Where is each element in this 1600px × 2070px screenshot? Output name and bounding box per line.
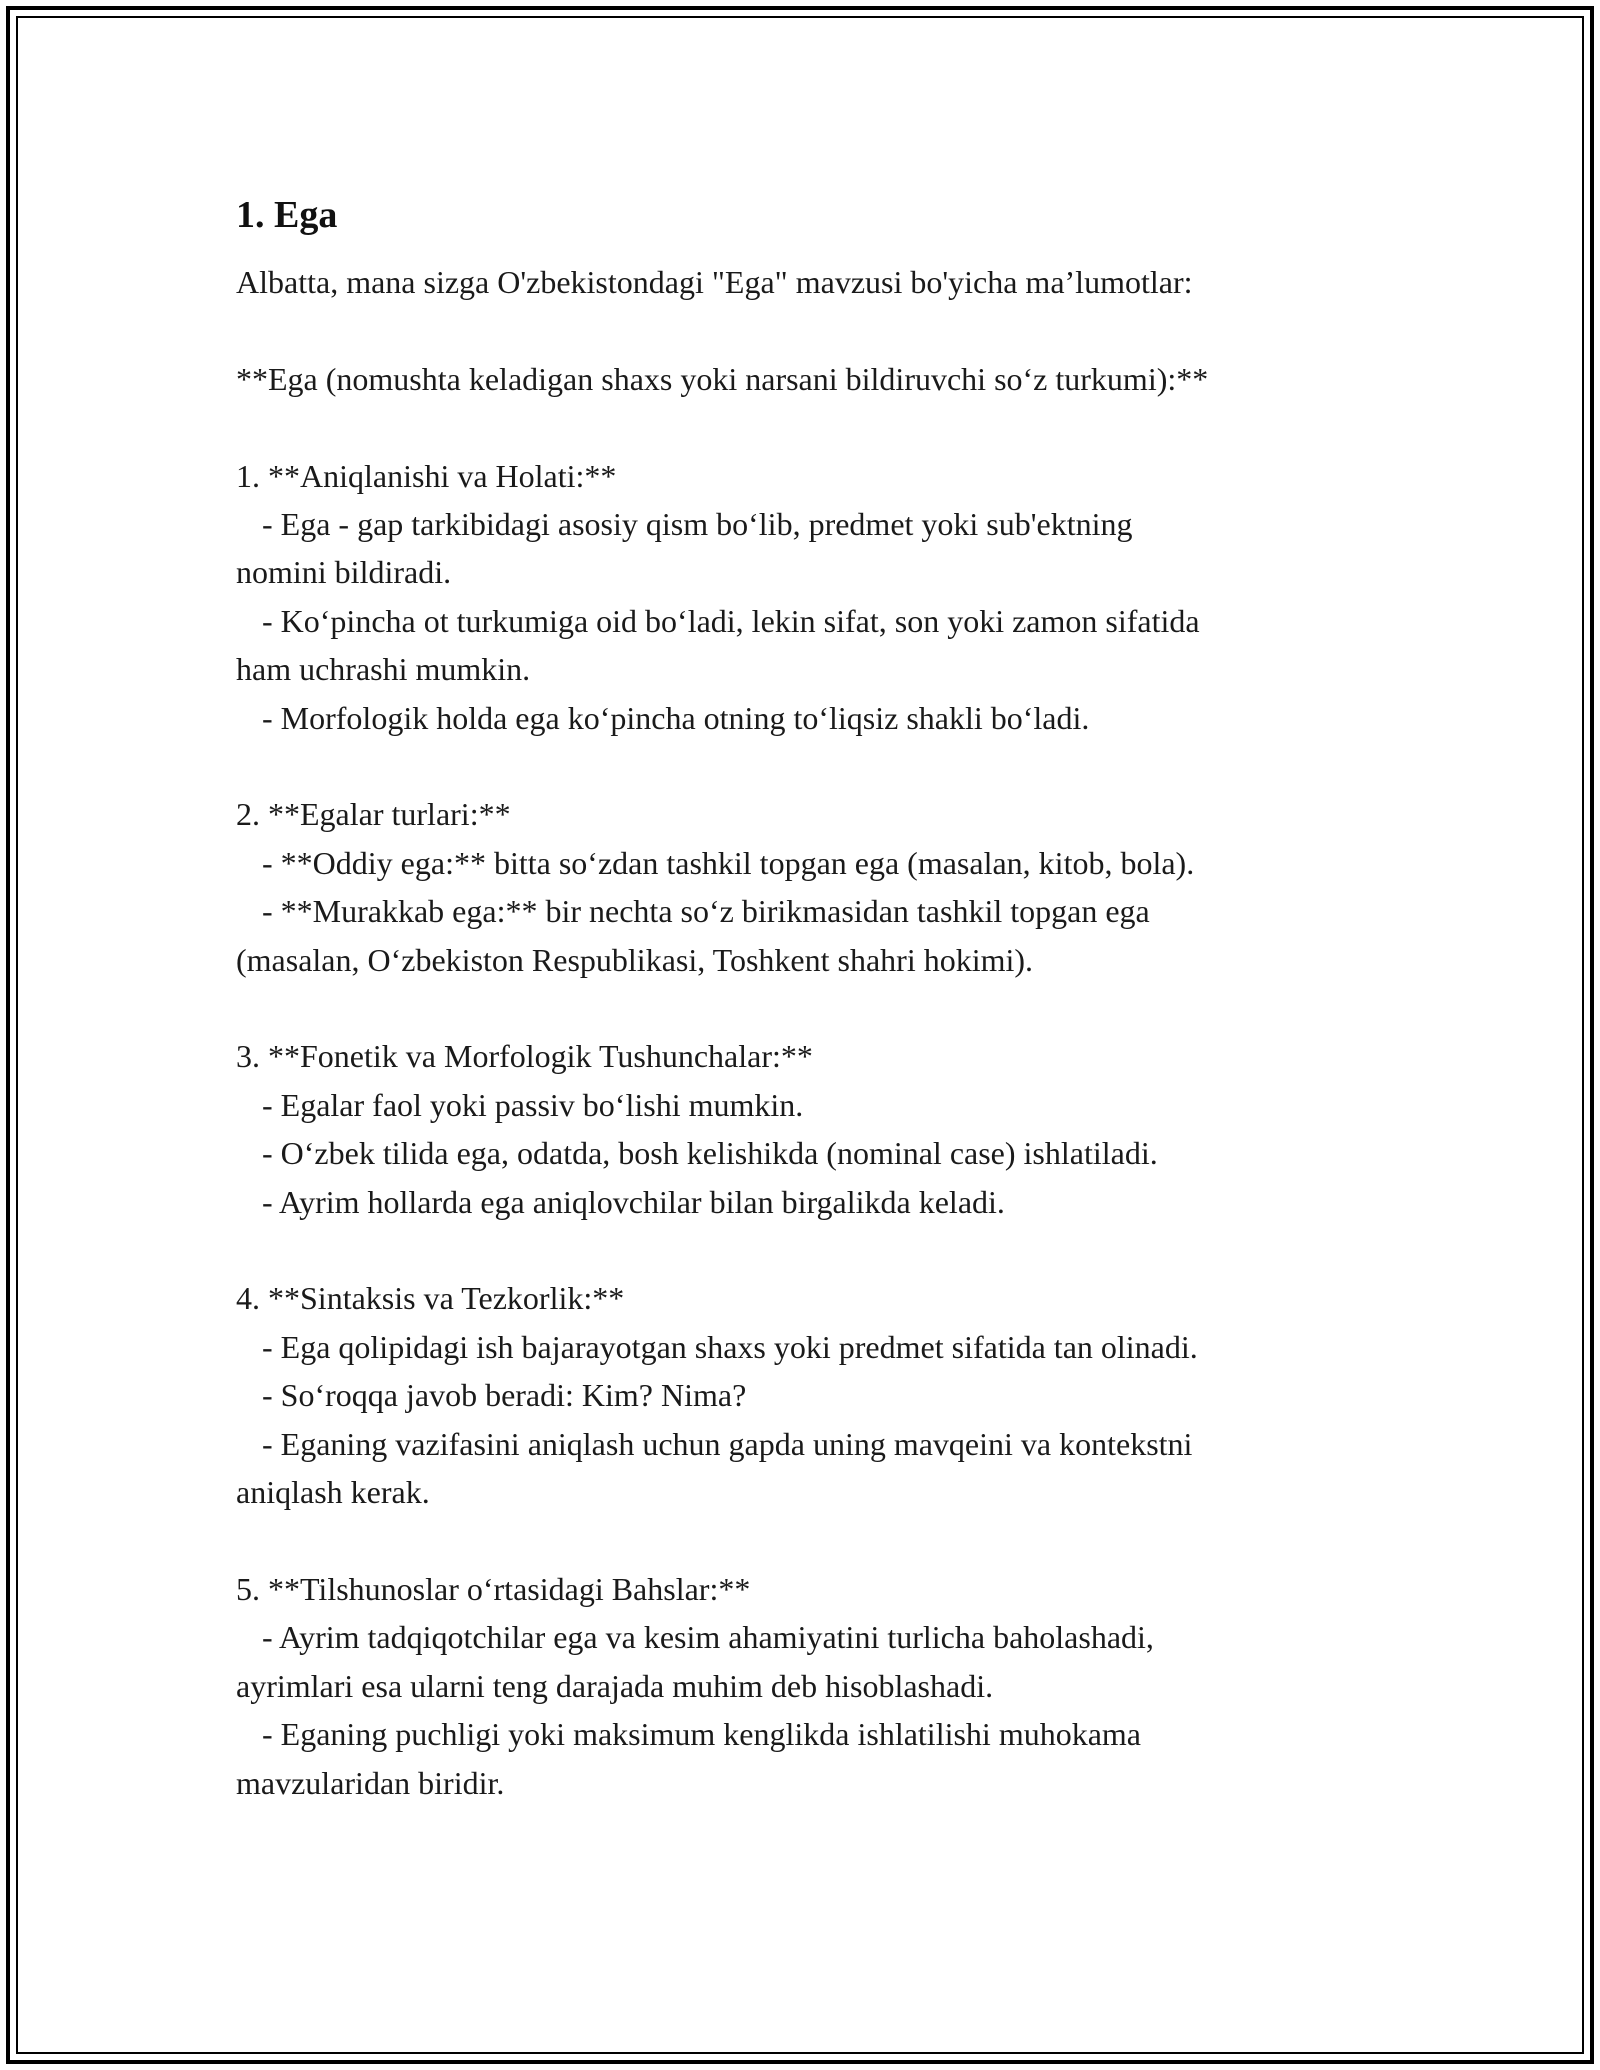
bullet-item: - Egalar faol yoki passiv bo‘lishi mumkin. [262,1086,804,1123]
section-heading: 5. **Tilshunoslar o‘rtasidagi Bahslar:** [236,1570,751,1607]
section [236,452,1396,791]
section-heading: 4. **Sintaksis va Tezkorlik:** [236,1280,625,1317]
bullet-item-continuation: nomini bildiradi. [236,554,452,591]
section-heading: 3. **Fonetik va Morfologik Tushunchalar:** [236,1038,813,1075]
bullet-item: - So‘roqqa javob beradi: Kim? Nima? [262,1377,747,1414]
lead-paragraph: **Ega (nomushta keladigan shaxs yoki narsani bildiruvchi so‘z turkumi):** [236,360,1209,397]
blank-line [236,306,1396,354]
blank-line [236,403,1396,451]
sections-list [236,452,1396,1807]
section [236,1274,1396,1564]
blank-line [236,1516,1396,1564]
bullet-item: - Ega - gap tarkibidagi asosiy qism bo‘lib, predmet yoki sub'ektning [262,506,1133,542]
bullet-item: - Eganing puchligi yoki maksimum kenglikda ishlatilishi muhokama [262,1716,1141,1753]
bullet-item-continuation: ham uchrashi mumkin. [236,651,531,688]
section [236,1032,1396,1274]
document-title: 1. Ega [236,194,338,236]
bullet-item: - Ega qolipidagi ish bajarayotgan shaxs yoki predmet sifatida tan olinadi. [262,1328,1198,1365]
bullet-item-continuation: mavzularidan biridir. [236,1764,505,1801]
bullet-item: - **Murakkab ega:** bir nechta so‘z birikmasidan tashkil topgan ega [262,893,1150,930]
bullet-item: - O‘zbek tilida ega, odatda, bosh kelishikda (nominal case) ishlatiladi. [262,1135,1158,1172]
section [236,790,1396,1032]
bullet-item: - Eganing vazifasini aniqlash uchun gapda uning mavqeini va kontekstni [262,1425,1193,1462]
blank-line [236,742,1396,790]
document-body [236,186,1396,1807]
section-heading: 2. **Egalar turlari:** [236,796,511,833]
blank-line [236,1226,1396,1274]
blank-line [236,984,1396,1032]
bullet-item-continuation: (masalan, O‘zbekiston Respublikasi, Toshkent shahri hokimi). [236,941,1034,978]
intro-paragraph: Albatta, mana sizga O'zbekistondagi "Ega" mavzusi bo'yicha ma’lumotlar: [236,264,1193,300]
bullet-item: - Ko‘pincha ot turkumiga oid bo‘ladi, lekin sifat, son yoki zamon sifatida [262,602,1200,639]
bullet-item-continuation: aniqlash kerak. [236,1474,430,1511]
bullet-item: - Ayrim tadqiqotchilar ega va kesim ahamiyatini turlicha baholashadi, [262,1619,1154,1656]
section [236,1565,1396,1807]
bullet-item: - Ayrim hollarda ega aniqlovchilar bilan birgalikda keladi. [262,1183,1005,1220]
section-heading: 1. **Aniqlanishi va Holati:** [236,457,617,494]
bullet-item: - **Oddiy ega:** bitta so‘zdan tashkil topgan ega (masalan, kitob, bola). [262,844,1195,881]
bullet-item-continuation: ayrimlari esa ularni teng darajada muhim deb hisoblashadi. [236,1667,994,1704]
bullet-item: - Morfologik holda ega ko‘pincha otning to‘liqsiz shakli bo‘ladi. [262,699,1090,736]
